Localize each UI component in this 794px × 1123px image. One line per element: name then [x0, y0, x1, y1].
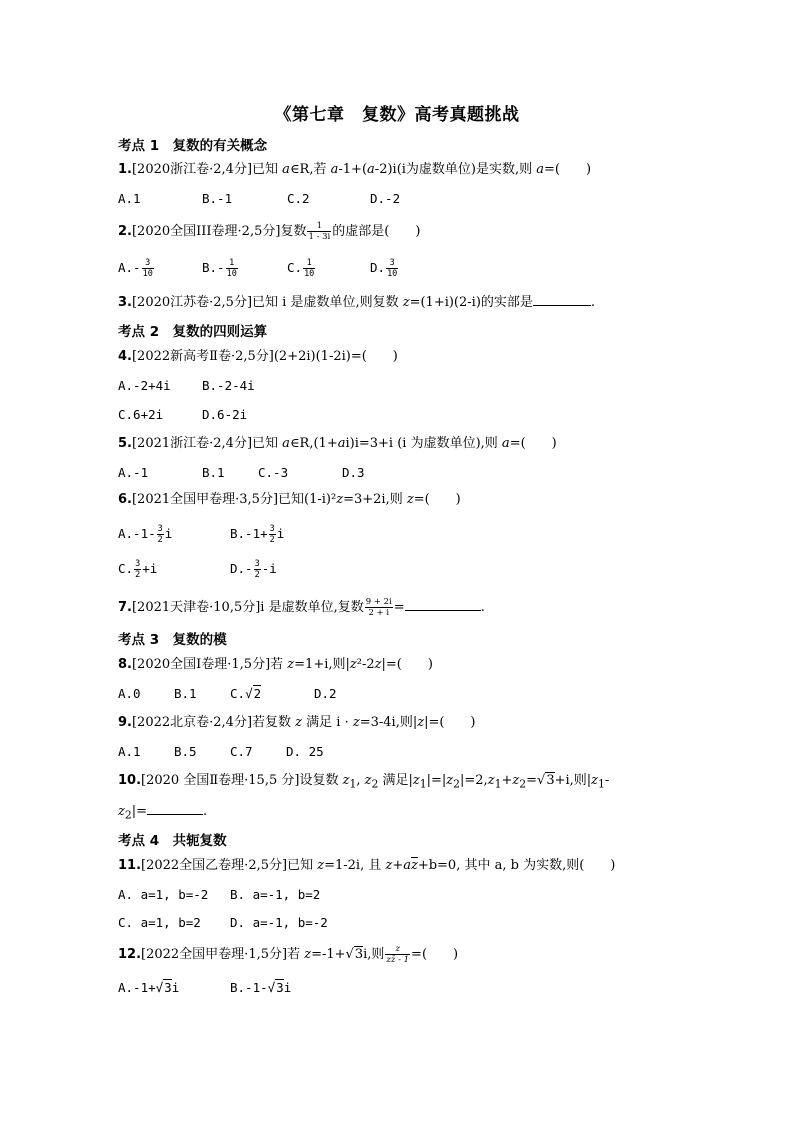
question-1: 1.[2020浙江卷·2,4分]已知 a∈R,若 a-1+(a-2)i(i为虚数单位)是实数,则 a=( ) — [118, 162, 592, 177]
section-heading-3: 考点 3 复数的模 — [118, 632, 227, 648]
question-number: 8. — [118, 657, 132, 672]
question-2: 2.[2020全国III卷理·2,5分]复数 $\frac{1}{1 - 3i}$ 的虚部是( ) — [118, 221, 421, 242]
option-b: B.5 — [174, 744, 197, 759]
fraction: $\frac{z}{zz̄ - 1}$ — [386, 944, 410, 965]
question-10-continued: $z_2|=$ . — [118, 800, 207, 826]
option-d: D. $\frac{3}{10}$ — [370, 258, 398, 279]
answer-blank[interactable] — [147, 800, 203, 815]
option-d: D.-2 — [370, 191, 401, 206]
question-number: 4. — [118, 349, 132, 364]
option-c: C.√2 — [230, 686, 262, 701]
question-9: 9.[2022北京卷·2,4分]若复数 z 满足 i · z=3-4i,则|z|=( ) — [118, 715, 476, 730]
question-source: [2021全国甲卷理·3,5分] — [131, 492, 279, 507]
option-c: C.-3 — [258, 465, 289, 480]
section-heading-2: 考点 2 复数的四则运算 — [118, 324, 268, 340]
question-number: 3. — [118, 295, 132, 310]
option-b: B.-2-4i — [202, 378, 255, 393]
question-source: [2020 全国Ⅱ卷理·15,5 分] — [141, 773, 300, 788]
question-11: 11.[2022全国乙卷理·2,5分]已知 z=1-2i, 且 $z+a\overline{z}+b=0$, 其中 a, b 为实数,则( ) — [118, 858, 616, 873]
option-a: A.-1 — [118, 465, 149, 480]
question-number: 11. — [118, 858, 142, 873]
answer-blank[interactable] — [533, 291, 591, 306]
question-10: 10.[2020 全国Ⅱ卷理·15,5 分]设复数 $z_1$, $z_2$ 满足$|z_1|=|z_2|=2,z_1+z_2=√3+i$,则$|z_1-$ — [118, 773, 610, 791]
option-d: D.6-2i — [202, 407, 248, 422]
question-3: 3.[2020江苏卷·2,5分]已知 i 是虚数单位,则复数 z=(1+i)(2-i)的实部是 . — [118, 291, 595, 313]
option-c: C. $\frac{3}{2}$ +i — [118, 559, 158, 580]
question-12: 12.[2022全国甲卷理·1,5分]若 z=-1+√3i,则 $\frac{z}{zz̄ - 1}$ =( ) — [118, 944, 459, 965]
question-source: [2022北京卷·2,4分] — [131, 715, 253, 730]
option-b: B.-1+ $\frac{3}{2}$ i — [230, 524, 285, 545]
option-d: D.2 — [314, 686, 337, 701]
option-b: B.- $\frac{1}{10}$ — [202, 258, 237, 279]
option-a: A.-2+4i — [118, 378, 171, 393]
question-source: [2021浙江卷·2,4分] — [131, 436, 253, 451]
question-number: 9. — [118, 715, 132, 730]
question-source: [2022新高考Ⅱ卷·2,5分] — [131, 349, 274, 364]
option-c: C. $\frac{1}{10}$ — [287, 258, 315, 279]
option-d: D.3 — [342, 465, 365, 480]
option-b: B.-1-√3i — [230, 980, 292, 995]
question-8: 8.[2020全国Ⅰ卷理·1,5分]若 z=1+i,则|z²-2z|=( ) — [118, 657, 433, 672]
option-b: B.-1 — [202, 191, 233, 206]
question-number: 2. — [118, 224, 132, 239]
option-a: A.-1- $\frac{3}{2}$ i — [118, 524, 173, 545]
option-b: B.1 — [202, 465, 225, 480]
question-number: 1. — [118, 162, 132, 177]
option-d: D. a=-1, b=-2 — [230, 915, 328, 930]
option-c: C.2 — [287, 191, 310, 206]
question-6: 6.[2021全国甲卷理·3,5分]已知(1-i)²z=3+2i,则 z=( ) — [118, 492, 461, 507]
option-d: D. 25 — [286, 744, 324, 759]
question-number: 6. — [118, 492, 132, 507]
option-a: A. a=1, b=-2 — [118, 887, 209, 902]
question-number: 12. — [118, 947, 142, 962]
option-a: A.1 — [118, 191, 141, 206]
page-title: 《第七章 复数》高考真题挑战 — [274, 105, 520, 125]
question-source: [2022全国甲卷理·1,5分] — [141, 947, 288, 962]
option-a: A.-1+√3i — [118, 980, 180, 995]
option-c: C.7 — [230, 744, 253, 759]
question-source: [2021天津卷·10,5分] — [131, 600, 261, 615]
fraction: $\frac{9 + 2i}{2 + i}$ — [365, 597, 392, 618]
fraction: $\frac{1}{1 - 3i}$ — [308, 221, 331, 242]
question-number: 10. — [118, 773, 142, 788]
question-7: 7.[2021天津卷·10,5分]i 是虚数单位,复数 $\frac{9 + 2i}{2 + i}$ = . — [118, 597, 485, 618]
question-number: 5. — [118, 436, 132, 451]
question-5: 5.[2021浙江卷·2,4分]已知 a∈R,(1+ai)i=3+i (i 为虚数单位),则 a=( ) — [118, 436, 557, 451]
option-b: B. a=-1, b=2 — [230, 887, 321, 902]
answer-blank[interactable] — [405, 596, 481, 611]
option-c: C.6+2i — [118, 407, 164, 422]
option-a: A.1 — [118, 744, 141, 759]
option-c: C. a=1, b=2 — [118, 915, 201, 930]
question-number: 7. — [118, 600, 132, 615]
option-b: B.1 — [174, 686, 197, 701]
question-4: 4.[2022新高考Ⅱ卷·2,5分](2+2i)(1-2i)=( ) — [118, 349, 398, 364]
question-source: [2020浙江卷·2,4分] — [131, 162, 253, 177]
option-a: A.- $\frac{3}{10}$ — [118, 258, 153, 279]
question-source: [2020全国Ⅰ卷理·1,5分] — [131, 657, 271, 672]
option-d: D.- $\frac{3}{2}$ -i — [230, 559, 277, 580]
question-source: [2020江苏卷·2,5分] — [131, 295, 253, 310]
question-source: [2022全国乙卷理·2,5分] — [141, 858, 288, 873]
question-source: [2020全国III卷理·2,5分] — [131, 224, 281, 239]
section-heading-1: 考点 1 复数的有关概念 — [118, 138, 268, 154]
section-heading-4: 考点 4 共轭复数 — [118, 833, 227, 849]
option-a: A.0 — [118, 686, 141, 701]
